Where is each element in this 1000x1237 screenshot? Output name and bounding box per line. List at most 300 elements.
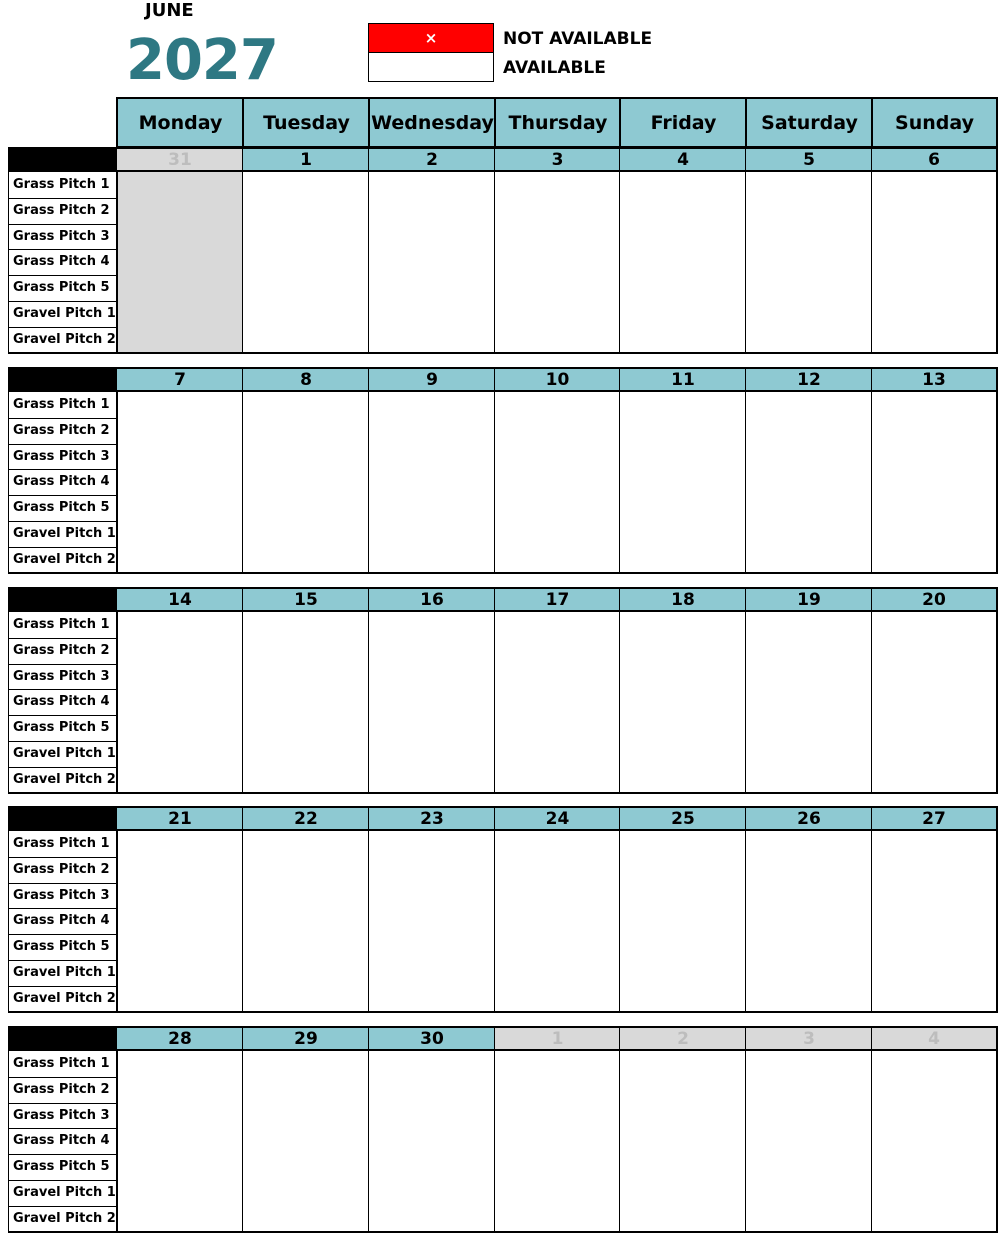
booking-cell[interactable] <box>116 301 243 328</box>
booking-cell[interactable] <box>745 469 872 496</box>
booking-cell[interactable] <box>116 249 243 276</box>
booking-cell[interactable] <box>242 612 369 639</box>
booking-cell[interactable] <box>871 521 998 548</box>
booking-cell[interactable] <box>619 1206 746 1233</box>
booking-cell[interactable] <box>116 392 243 419</box>
booking-cell[interactable] <box>494 327 620 354</box>
booking-cell[interactable] <box>745 986 872 1013</box>
booking-cell[interactable] <box>368 857 495 884</box>
booking-cell[interactable] <box>368 934 495 961</box>
booking-cell[interactable] <box>116 767 243 794</box>
booking-cell[interactable] <box>494 741 620 768</box>
date-header: 4 <box>871 1026 998 1051</box>
booking-cell[interactable] <box>745 327 872 354</box>
pitch-row-label: Grass Pitch 2 <box>8 638 116 665</box>
booking-cell[interactable] <box>368 521 495 548</box>
legend-not-available-label: NOT AVAILABLE <box>503 29 653 49</box>
booking-cell[interactable] <box>368 1128 495 1155</box>
booking-cell[interactable] <box>494 831 620 858</box>
booking-cell[interactable] <box>242 224 369 251</box>
booking-cell[interactable] <box>116 664 243 691</box>
booking-cell[interactable] <box>619 831 746 858</box>
booking-cell[interactable] <box>494 495 620 522</box>
booking-cell[interactable] <box>242 767 369 794</box>
day-header-thursday: Thursday <box>494 97 620 148</box>
booking-cell[interactable] <box>494 547 620 574</box>
booking-cell[interactable] <box>242 960 369 987</box>
booking-cell[interactable] <box>745 741 872 768</box>
booking-cell[interactable] <box>494 1077 620 1104</box>
booking-cell[interactable] <box>745 857 872 884</box>
booking-cell[interactable] <box>116 521 243 548</box>
booking-cell[interactable] <box>619 1051 746 1078</box>
booking-cell[interactable] <box>871 831 998 858</box>
booking-cell[interactable] <box>871 224 998 251</box>
booking-cell[interactable] <box>494 689 620 716</box>
booking-cell[interactable] <box>494 249 620 276</box>
date-header: 2 <box>368 147 495 172</box>
week-block <box>8 806 998 1012</box>
booking-cell[interactable] <box>871 883 998 910</box>
booking-cell[interactable] <box>619 960 746 987</box>
booking-cell[interactable] <box>368 495 495 522</box>
booking-cell[interactable] <box>368 638 495 665</box>
booking-cell[interactable] <box>745 1154 872 1181</box>
pitch-row-label: Grass Pitch 1 <box>8 172 116 199</box>
booking-cell[interactable] <box>619 249 746 276</box>
booking-cell[interactable] <box>745 1077 872 1104</box>
booking-cell[interactable] <box>871 986 998 1013</box>
booking-cell[interactable] <box>116 327 243 354</box>
booking-cell[interactable] <box>116 469 243 496</box>
booking-cell[interactable] <box>494 275 620 302</box>
booking-cell[interactable] <box>368 249 495 276</box>
booking-cell[interactable] <box>871 301 998 328</box>
booking-cell[interactable] <box>242 908 369 935</box>
booking-cell[interactable] <box>116 1206 243 1233</box>
date-header: 15 <box>242 587 369 612</box>
booking-cell[interactable] <box>871 392 998 419</box>
booking-cell[interactable] <box>116 1154 243 1181</box>
booking-cell[interactable] <box>619 883 746 910</box>
booking-cell[interactable] <box>116 689 243 716</box>
booking-cell[interactable] <box>242 664 369 691</box>
booking-cell[interactable] <box>494 1154 620 1181</box>
booking-cell[interactable] <box>242 857 369 884</box>
booking-cell[interactable] <box>619 521 746 548</box>
booking-cell[interactable] <box>494 172 620 199</box>
booking-cell[interactable] <box>116 741 243 768</box>
pitch-row-label: Grass Pitch 4 <box>8 469 116 496</box>
booking-cell[interactable] <box>745 495 872 522</box>
booking-cell[interactable] <box>368 1077 495 1104</box>
booking-cell[interactable] <box>242 638 369 665</box>
date-header: 3 <box>745 1026 872 1051</box>
pitch-row-label: Grass Pitch 1 <box>8 1051 116 1078</box>
date-header: 14 <box>116 587 243 612</box>
booking-cell[interactable] <box>368 1180 495 1207</box>
booking-cell[interactable] <box>871 767 998 794</box>
booking-cell[interactable] <box>494 612 620 639</box>
booking-cell[interactable] <box>871 1206 998 1233</box>
booking-cell[interactable] <box>619 908 746 935</box>
booking-cell[interactable] <box>871 1077 998 1104</box>
booking-cell[interactable] <box>242 444 369 471</box>
booking-cell[interactable] <box>368 831 495 858</box>
booking-cell[interactable] <box>619 172 746 199</box>
booking-cell[interactable] <box>619 198 746 225</box>
booking-cell[interactable] <box>242 1128 369 1155</box>
booking-cell[interactable] <box>619 741 746 768</box>
pitch-row-label: Gravel Pitch 1 <box>8 960 116 987</box>
booking-cell[interactable] <box>745 638 872 665</box>
date-header: 25 <box>619 806 746 831</box>
date-header: 11 <box>619 367 746 392</box>
booking-cell[interactable] <box>745 1051 872 1078</box>
booking-cell[interactable] <box>745 1128 872 1155</box>
booking-cell[interactable] <box>745 249 872 276</box>
booking-cell[interactable] <box>871 444 998 471</box>
booking-cell[interactable] <box>116 224 243 251</box>
booking-cell[interactable] <box>242 327 369 354</box>
pitch-row-label: Gravel Pitch 1 <box>8 741 116 768</box>
booking-cell[interactable] <box>871 741 998 768</box>
booking-cell[interactable] <box>116 857 243 884</box>
booking-cell[interactable] <box>494 664 620 691</box>
booking-cell[interactable] <box>745 883 872 910</box>
booking-cell[interactable] <box>242 1077 369 1104</box>
booking-cell[interactable] <box>242 1180 369 1207</box>
booking-cell[interactable] <box>745 934 872 961</box>
booking-cell[interactable] <box>242 715 369 742</box>
booking-cell[interactable] <box>116 547 243 574</box>
booking-cell[interactable] <box>116 418 243 445</box>
pitch-row-label: Grass Pitch 3 <box>8 1103 116 1130</box>
booking-cell[interactable] <box>745 547 872 574</box>
day-header-tuesday: Tuesday <box>242 97 369 148</box>
booking-cell[interactable] <box>871 469 998 496</box>
booking-cell[interactable] <box>242 547 369 574</box>
date-header: 16 <box>368 587 495 612</box>
booking-cell[interactable] <box>242 198 369 225</box>
booking-cell[interactable] <box>494 908 620 935</box>
booking-cell[interactable] <box>871 934 998 961</box>
booking-cell[interactable] <box>116 715 243 742</box>
legend-not-available-swatch <box>368 23 494 53</box>
week-corner <box>8 147 116 172</box>
booking-cell[interactable] <box>368 908 495 935</box>
booking-cell[interactable] <box>871 689 998 716</box>
booking-cell[interactable] <box>368 469 495 496</box>
booking-cell[interactable] <box>494 444 620 471</box>
booking-cell[interactable] <box>368 275 495 302</box>
booking-cell[interactable] <box>242 1051 369 1078</box>
booking-cell[interactable] <box>242 741 369 768</box>
booking-cell[interactable] <box>242 934 369 961</box>
booking-cell[interactable] <box>116 986 243 1013</box>
pitch-row-label: Grass Pitch 3 <box>8 224 116 251</box>
week-corner <box>8 806 116 831</box>
date-header: 29 <box>242 1026 369 1051</box>
booking-cell[interactable] <box>619 275 746 302</box>
booking-cell[interactable] <box>619 301 746 328</box>
booking-cell[interactable] <box>619 612 746 639</box>
booking-cell[interactable] <box>745 664 872 691</box>
booking-cell[interactable] <box>368 444 495 471</box>
booking-cell[interactable] <box>871 172 998 199</box>
year-label: 2027 <box>126 28 278 93</box>
booking-cell[interactable] <box>368 198 495 225</box>
booking-cell[interactable] <box>619 469 746 496</box>
booking-cell[interactable] <box>368 547 495 574</box>
pitch-row-label: Grass Pitch 2 <box>8 418 116 445</box>
booking-cell[interactable] <box>745 612 872 639</box>
booking-cell[interactable] <box>619 986 746 1013</box>
booking-cell[interactable] <box>745 392 872 419</box>
booking-cell[interactable] <box>871 275 998 302</box>
booking-cell[interactable] <box>619 327 746 354</box>
booking-cell[interactable] <box>494 392 620 419</box>
pitch-row-label: Grass Pitch 5 <box>8 495 116 522</box>
booking-cell[interactable] <box>745 767 872 794</box>
booking-cell[interactable] <box>745 301 872 328</box>
date-header: 7 <box>116 367 243 392</box>
booking-cell[interactable] <box>745 444 872 471</box>
booking-cell[interactable] <box>494 960 620 987</box>
booking-cell[interactable] <box>368 224 495 251</box>
booking-cell[interactable] <box>871 249 998 276</box>
booking-cell[interactable] <box>116 1103 243 1130</box>
date-header: 17 <box>494 587 620 612</box>
booking-cell[interactable] <box>619 857 746 884</box>
pitch-row-label: Gravel Pitch 1 <box>8 1180 116 1207</box>
booking-cell[interactable] <box>619 418 746 445</box>
booking-cell[interactable] <box>745 715 872 742</box>
booking-cell[interactable] <box>242 392 369 419</box>
booking-cell[interactable] <box>116 1077 243 1104</box>
booking-cell[interactable] <box>116 908 243 935</box>
booking-cell[interactable] <box>619 1128 746 1155</box>
pitch-row-label: Gravel Pitch 2 <box>8 327 116 354</box>
booking-cell[interactable] <box>368 301 495 328</box>
booking-cell[interactable] <box>242 275 369 302</box>
booking-cell[interactable] <box>242 172 369 199</box>
legend-available-swatch <box>368 53 494 82</box>
date-header: 18 <box>619 587 746 612</box>
booking-cell[interactable] <box>242 495 369 522</box>
booking-cell[interactable] <box>619 444 746 471</box>
booking-cell[interactable] <box>619 1154 746 1181</box>
booking-cell[interactable] <box>242 418 369 445</box>
booking-cell[interactable] <box>745 1103 872 1130</box>
booking-cell[interactable] <box>494 469 620 496</box>
booking-cell[interactable] <box>368 986 495 1013</box>
booking-cell[interactable] <box>242 986 369 1013</box>
booking-cell[interactable] <box>242 249 369 276</box>
booking-cell[interactable] <box>494 883 620 910</box>
booking-cell[interactable] <box>745 172 872 199</box>
booking-cell[interactable] <box>368 741 495 768</box>
booking-cell[interactable] <box>116 934 243 961</box>
booking-cell[interactable] <box>871 638 998 665</box>
booking-cell[interactable] <box>745 224 872 251</box>
booking-cell[interactable] <box>494 198 620 225</box>
booking-cell[interactable] <box>871 547 998 574</box>
booking-cell[interactable] <box>745 831 872 858</box>
booking-cell[interactable] <box>368 960 495 987</box>
booking-cell[interactable] <box>116 1051 243 1078</box>
booking-cell[interactable] <box>368 1103 495 1130</box>
booking-cell[interactable] <box>116 1180 243 1207</box>
week-block <box>8 587 998 793</box>
pitch-row-label: Gravel Pitch 2 <box>8 767 116 794</box>
booking-cell[interactable] <box>871 1154 998 1181</box>
booking-cell[interactable] <box>871 418 998 445</box>
pitch-row-label: Grass Pitch 4 <box>8 908 116 935</box>
date-header: 20 <box>871 587 998 612</box>
booking-cell[interactable] <box>619 547 746 574</box>
booking-cell[interactable] <box>494 1206 620 1233</box>
booking-cell[interactable] <box>619 664 746 691</box>
booking-cell[interactable] <box>368 1206 495 1233</box>
booking-cell[interactable] <box>871 198 998 225</box>
booking-cell[interactable] <box>494 1128 620 1155</box>
booking-cell[interactable] <box>494 986 620 1013</box>
booking-cell[interactable] <box>745 198 872 225</box>
booking-cell[interactable] <box>619 638 746 665</box>
booking-cell[interactable] <box>619 1103 746 1130</box>
booking-cell[interactable] <box>745 275 872 302</box>
booking-cell[interactable] <box>619 1180 746 1207</box>
booking-cell[interactable] <box>116 495 243 522</box>
booking-cell[interactable] <box>871 495 998 522</box>
booking-cell[interactable] <box>871 612 998 639</box>
week-corner <box>8 367 116 392</box>
booking-cell[interactable] <box>871 857 998 884</box>
booking-cell[interactable] <box>242 301 369 328</box>
booking-cell[interactable] <box>745 908 872 935</box>
booking-cell[interactable] <box>871 715 998 742</box>
booking-cell[interactable] <box>368 767 495 794</box>
booking-cell[interactable] <box>745 418 872 445</box>
booking-cell[interactable] <box>871 1103 998 1130</box>
booking-cell[interactable] <box>368 327 495 354</box>
pitch-row-label: Grass Pitch 1 <box>8 392 116 419</box>
pitch-row-label: Grass Pitch 5 <box>8 1154 116 1181</box>
booking-cell[interactable] <box>368 1154 495 1181</box>
booking-cell[interactable] <box>494 224 620 251</box>
booking-cell[interactable] <box>116 444 243 471</box>
booking-cell[interactable] <box>745 1206 872 1233</box>
booking-cell[interactable] <box>368 883 495 910</box>
booking-cell[interactable] <box>494 638 620 665</box>
booking-cell[interactable] <box>494 1180 620 1207</box>
booking-cell[interactable] <box>745 1180 872 1207</box>
booking-cell[interactable] <box>494 715 620 742</box>
week-block <box>8 367 998 573</box>
booking-cell[interactable] <box>871 327 998 354</box>
booking-cell[interactable] <box>242 689 369 716</box>
booking-cell[interactable] <box>619 715 746 742</box>
day-header-sunday: Sunday <box>871 97 998 148</box>
booking-cell[interactable] <box>871 1051 998 1078</box>
booking-cell[interactable] <box>871 664 998 691</box>
booking-cell[interactable] <box>619 495 746 522</box>
booking-cell[interactable] <box>745 689 872 716</box>
day-header-wednesday: Wednesday <box>368 97 495 148</box>
booking-cell[interactable] <box>494 857 620 884</box>
pitch-row-label: Gravel Pitch 1 <box>8 521 116 548</box>
booking-cell[interactable] <box>368 392 495 419</box>
booking-cell[interactable] <box>619 392 746 419</box>
booking-cell[interactable] <box>368 172 495 199</box>
booking-cell[interactable] <box>116 275 243 302</box>
booking-cell[interactable] <box>494 418 620 445</box>
booking-cell[interactable] <box>242 1154 369 1181</box>
booking-cell[interactable] <box>871 1180 998 1207</box>
date-header: 30 <box>368 1026 495 1051</box>
date-header: 6 <box>871 147 998 172</box>
booking-cell[interactable] <box>368 689 495 716</box>
booking-cell[interactable] <box>745 521 872 548</box>
booking-cell[interactable] <box>242 521 369 548</box>
booking-cell[interactable] <box>619 934 746 961</box>
booking-cell[interactable] <box>242 831 369 858</box>
booking-cell[interactable] <box>871 960 998 987</box>
booking-cell[interactable] <box>494 767 620 794</box>
booking-cell[interactable] <box>242 1206 369 1233</box>
booking-cell[interactable] <box>116 1128 243 1155</box>
pitch-row-label: Grass Pitch 2 <box>8 198 116 225</box>
booking-cell[interactable] <box>368 715 495 742</box>
booking-cell[interactable] <box>368 612 495 639</box>
booking-cell[interactable] <box>242 469 369 496</box>
booking-cell[interactable] <box>494 1103 620 1130</box>
booking-cell[interactable] <box>116 831 243 858</box>
booking-cell[interactable] <box>368 1051 495 1078</box>
booking-cell[interactable] <box>871 1128 998 1155</box>
booking-cell[interactable] <box>116 638 243 665</box>
booking-cell[interactable] <box>619 1077 746 1104</box>
week-corner <box>8 587 116 612</box>
booking-cell[interactable] <box>368 418 495 445</box>
booking-cell[interactable] <box>619 689 746 716</box>
booking-cell[interactable] <box>116 198 243 225</box>
month-label: JUNE <box>145 0 194 21</box>
booking-cell[interactable] <box>494 301 620 328</box>
pitch-row-label: Grass Pitch 3 <box>8 883 116 910</box>
booking-cell[interactable] <box>116 960 243 987</box>
booking-cell[interactable] <box>619 767 746 794</box>
booking-cell[interactable] <box>116 172 243 199</box>
booking-cell[interactable] <box>745 960 872 987</box>
booking-cell[interactable] <box>619 224 746 251</box>
date-header: 8 <box>242 367 369 392</box>
booking-cell[interactable] <box>871 908 998 935</box>
pitch-row-label: Grass Pitch 5 <box>8 275 116 302</box>
booking-cell[interactable] <box>494 934 620 961</box>
booking-cell[interactable] <box>116 612 243 639</box>
not-available-mark-icon: × <box>424 29 438 47</box>
date-header: 13 <box>871 367 998 392</box>
pitch-row-label: Grass Pitch 5 <box>8 934 116 961</box>
booking-cell[interactable] <box>242 883 369 910</box>
booking-cell[interactable] <box>368 664 495 691</box>
booking-cell[interactable] <box>116 883 243 910</box>
booking-cell[interactable] <box>494 1051 620 1078</box>
booking-cell[interactable] <box>242 1103 369 1130</box>
booking-cell[interactable] <box>494 521 620 548</box>
